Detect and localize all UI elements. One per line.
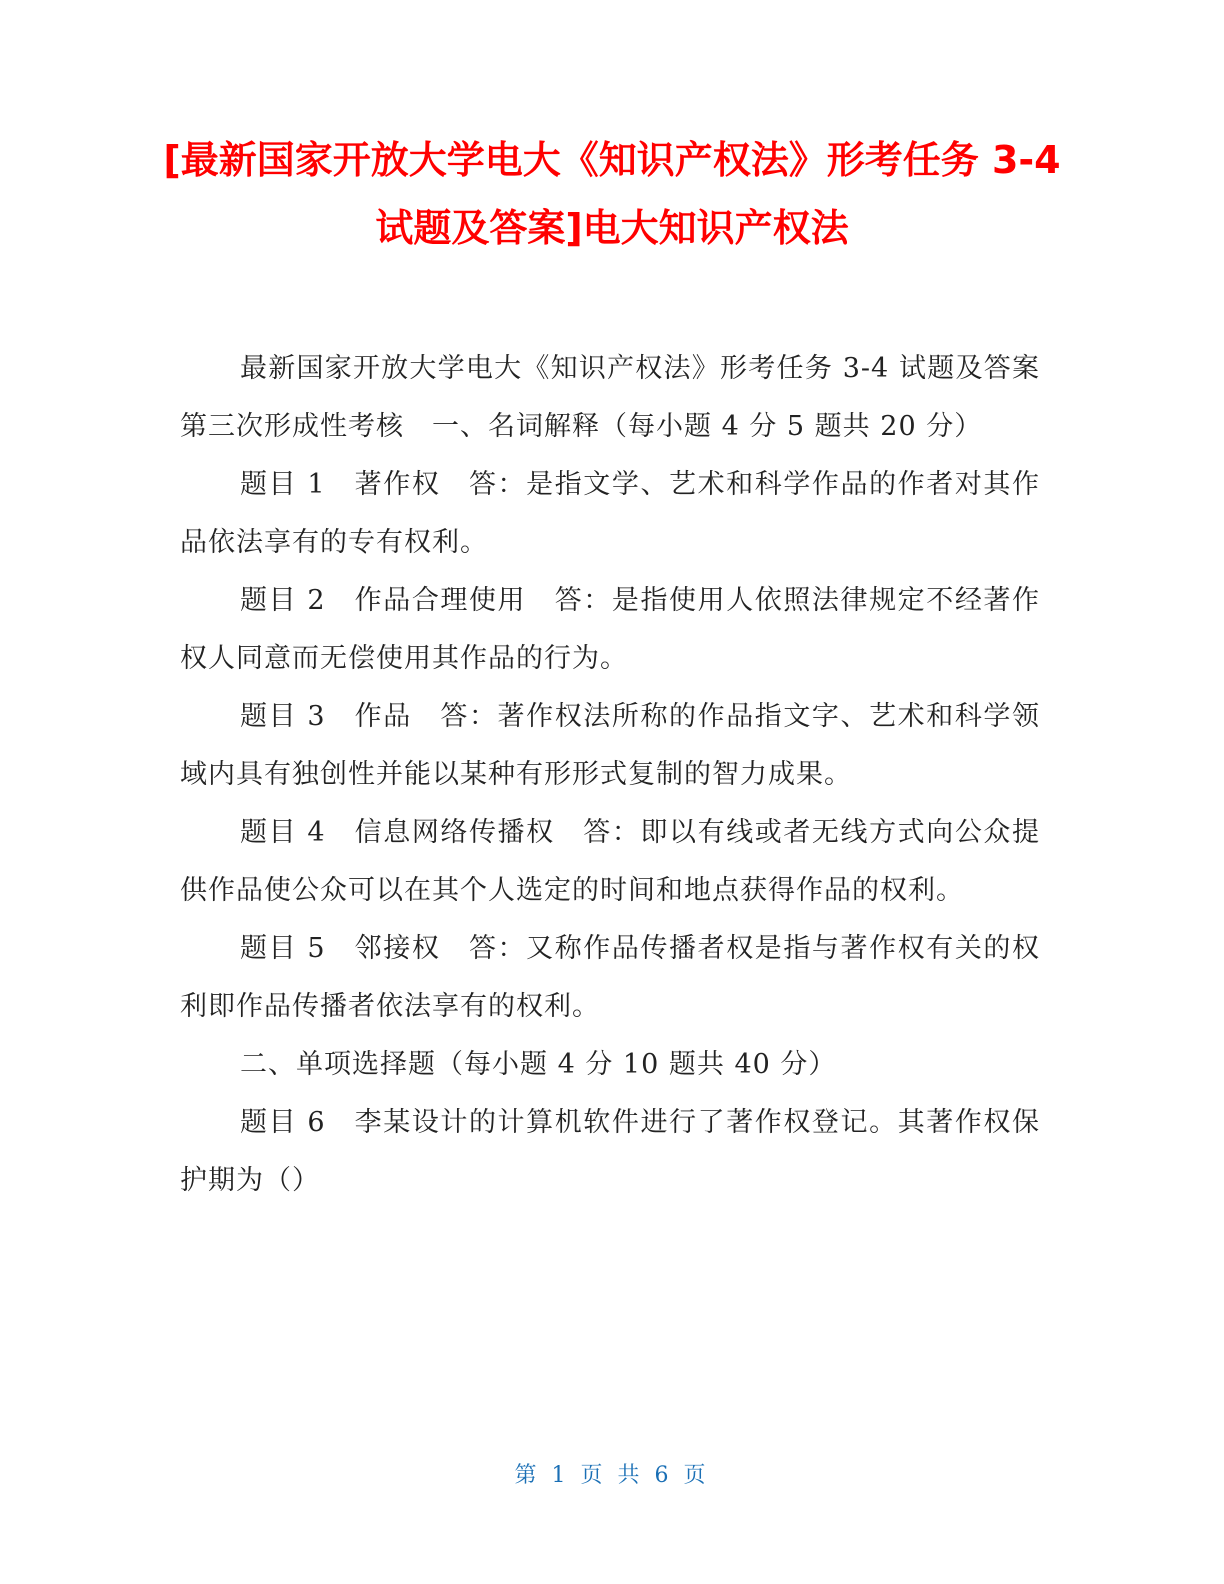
paragraph-question-1: 题目 1 著作权 答：是指文学、艺术和科学作品的作者对其作品依法享有的专有权利。 <box>180 469 1040 558</box>
paragraph-question-5: 题目 5 邻接权 答：又称作品传播者权是指与著作权有关的权利即作品传播者依法享有的权利。 <box>180 933 1040 1022</box>
page-number-footer: 第 1 页 共 6 页 <box>514 1463 710 1488</box>
document-title: [最新国家开放大学电大《知识产权法》形考任务 3-4 试题及答案]电大知识产权法 <box>163 138 1061 250</box>
paragraph-section-2-heading: 二、单项选择题（每小题 4 分 10 题共 40 分） <box>240 1049 837 1080</box>
paragraph-question-2: 题目 2 作品合理使用 答：是指使用人依照法律规定不经著作权人同意而无偿使用其作品的行为。 <box>180 585 1040 674</box>
paragraph-question-3: 题目 3 作品 答：著作权法所称的作品指文字、艺术和科学领域内具有独创性并能以某种有形形式复制的智力成果。 <box>180 701 1040 790</box>
document-body <box>180 340 1068 1210</box>
paragraph-question-6: 题目 6 李某设计的计算机软件进行了著作权登记。其著作权保护期为（） <box>180 1107 1040 1196</box>
paragraph-intro: 最新国家开放大学电大《知识产权法》形考任务 3-4 试题及答案 第三次形成性考核 一、名词解释（每小题 4 分 5 题共 20 分） <box>180 353 1068 442</box>
paragraph-question-4: 题目 4 信息网络传播权 答：即以有线或者无线方式向公众提供作品使公众可以在其个人选定的时间和地点获得作品的权利。 <box>180 817 1040 906</box>
